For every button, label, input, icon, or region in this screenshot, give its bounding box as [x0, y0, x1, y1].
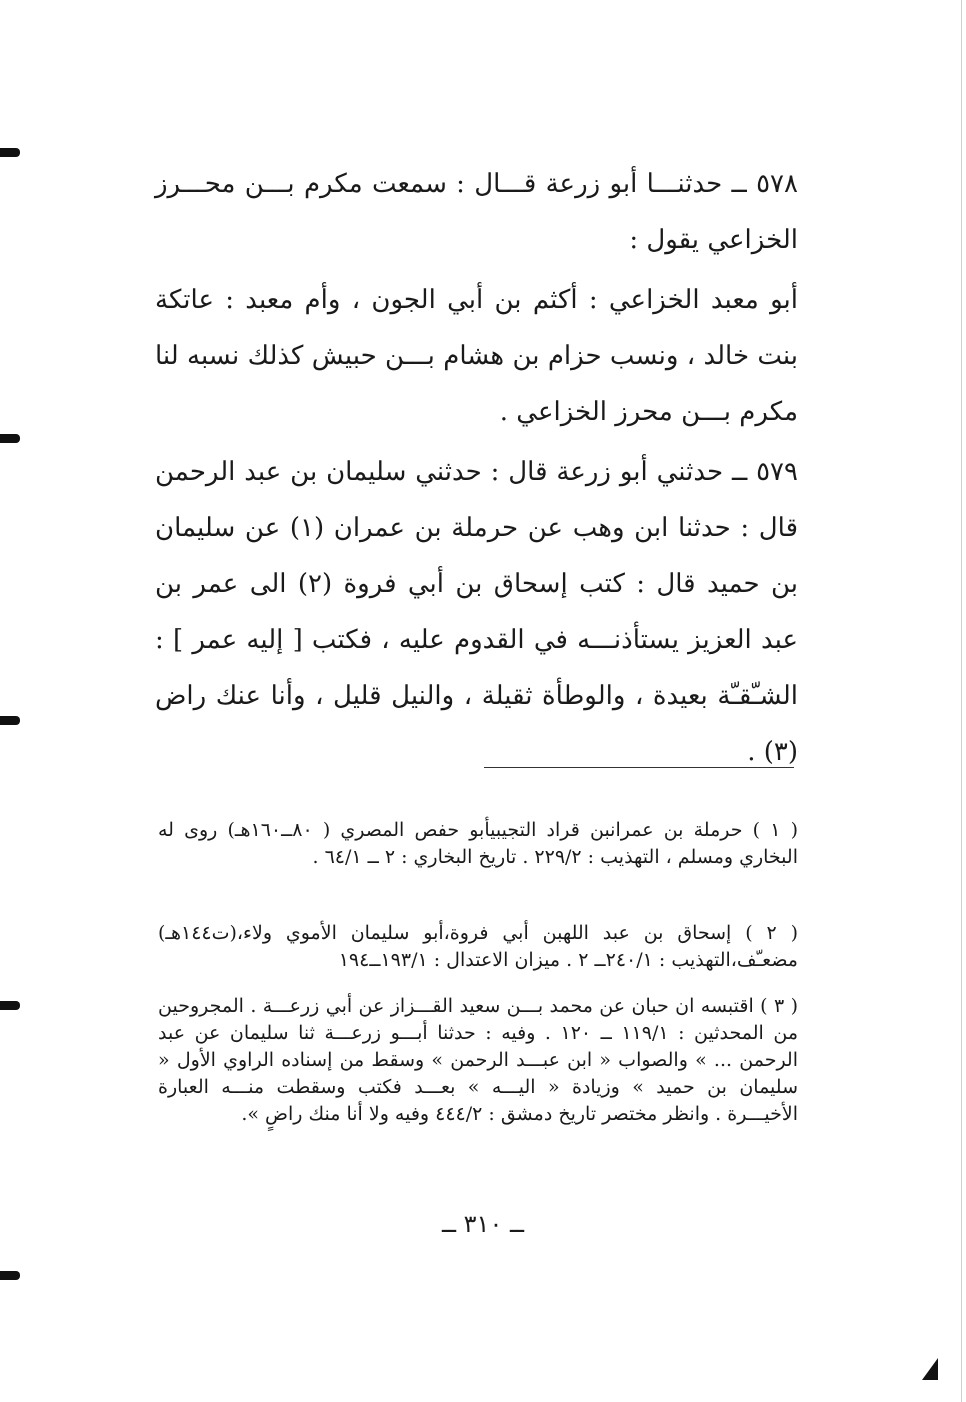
- scan-edge-mark: [0, 716, 20, 725]
- footnote-2: ( ٢ ) إسحاق بن عبد اللهبن أبي فروة،أبو سليمان الأموي ولاء،(ت١٤٤هـ) مضعـّف،التهذيب : ٢٤٠/١ــ ٢ . ميزان الاعتدال : ١٩٣/١ــ١٩٤: [158, 922, 798, 971]
- scan-edge-mark: [0, 1001, 20, 1010]
- footnote-3: ( ٣ ) اقتبسه ان حبان عن محمد بـــن سعيد القـــزاز عن أبي زرعـــة . المجروحين من المحدثين : ١١٩/١ ــ ١٢٠ . وفيه : حدثنا أبـــو زرعـــة ثنا سليمان عن عبد الرحمن ... » والصواب « ابن عبـــد الرحمن » وسقط من إسناده الراوي الأول « سليمان بن حميد » وزيادة « اليـــه » بعـــد فكتب وسقطت منـــه العبارة الأخيـــرة . وانظر مختصر تاريخ دمشق : ٤٤٤/٢ وفيه ولا أنا منك راضٍ ».: [158, 995, 799, 1125]
- hadith-578-paragraph: ٥٧٨ ــ حدثنـــا أبو زرعة قـــال : سمعت مكرم بـــن محـــرز الخزاعي يقول :: [155, 169, 798, 255]
- page-number: ــ ٣١٠ ــ: [441, 1210, 525, 1238]
- scan-edge-mark: [0, 434, 20, 443]
- narrator-note-paragraph: أبو معبد الخزاعي : أكثم بن أبي الجون ، وأم معبد : عاتكة بنت خالد ، ونسب حزام بن هشام بـــن حبيش كذلك نسبه لنا مكرم بـــن محرز الخزاعي .: [155, 285, 798, 427]
- footnote-separator: [484, 767, 794, 768]
- page-edge-line: [961, 0, 962, 1402]
- scan-edge-mark: [0, 148, 20, 157]
- footnote-1: ( ١ ) حرملة بن عمرانبن قراد التجيبيأبو حفص المصري ( ٨٠ــ١٦٠هـ) روى له البخاري ومسلم ، التهذيب : ٢٢٩/٢ . تاريخ البخاري : ٢ ــ ٦٤/١ .: [158, 819, 799, 868]
- hadith-579-paragraph: ٥٧٩ ــ حدثني أبو زرعة قال : حدثني سليمان بن عبد الرحمن قال : حدثنا ابن وهب عن حرملة بن عمران (١) عن سليمان بن حميد قال : كتب إسحاق بن أبي فروة (٢) الى عمر بن عبد العزيز يستأذنـــه في القدوم عليه ، فكتب [ إليه عمر ] : الشـّقـّة بعيدة ، والوطأة ثقيلة ، والنيل قليل ، وأنا عنك راض (٣) .: [155, 457, 798, 767]
- scan-edge-mark: [0, 1271, 20, 1280]
- corner-scan-mark: [922, 1358, 938, 1380]
